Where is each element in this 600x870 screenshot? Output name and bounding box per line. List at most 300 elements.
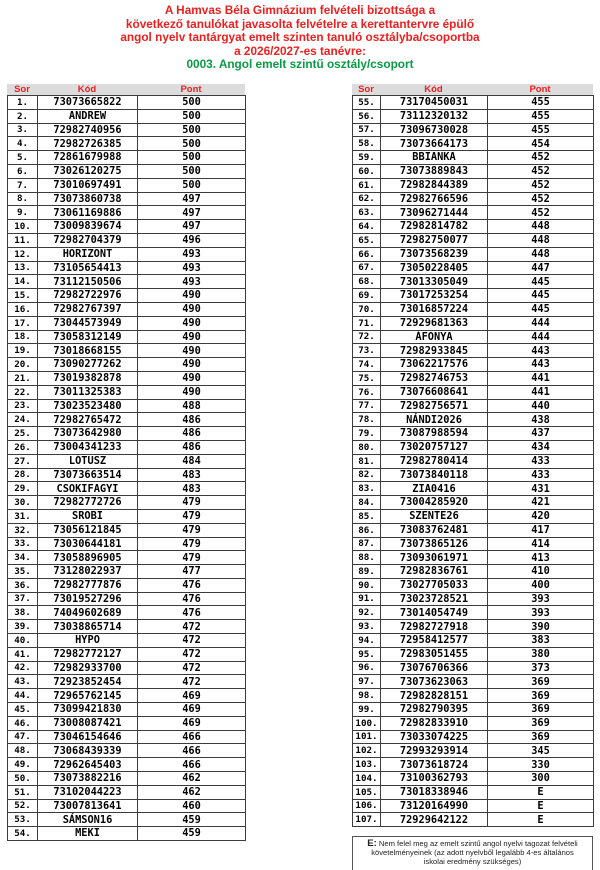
- sor-cell: 104.: [353, 772, 381, 786]
- sor-cell: 85.: [353, 509, 381, 523]
- table-row: [8, 330, 246, 344]
- kod-cell: 72983051455: [381, 647, 488, 661]
- pont-cell: 441: [488, 385, 594, 399]
- kod-cell: 73019527296: [38, 592, 138, 606]
- sor-cell: 26.: [8, 440, 38, 454]
- table-row: [8, 620, 246, 634]
- pont-cell: 493: [138, 247, 246, 261]
- table-row: [8, 606, 246, 620]
- table-row: [353, 233, 594, 247]
- sor-cell: 60.: [353, 164, 381, 178]
- kod-cell: 72982833910: [381, 716, 488, 730]
- sor-cell: 42.: [8, 661, 38, 675]
- title-line-4: a 2026/2027-es tanévre:: [234, 43, 366, 58]
- kod-cell: 73096271444: [381, 206, 488, 220]
- kod-cell: 72982726385: [38, 137, 138, 151]
- kod-cell: 73016857224: [381, 302, 488, 316]
- table-row: [8, 137, 246, 151]
- table-row: [353, 496, 594, 510]
- table-row: [8, 551, 246, 565]
- sor-cell: 71.: [353, 316, 381, 330]
- results-table-right: [352, 84, 593, 827]
- table-row: [8, 482, 246, 496]
- sor-cell: 87.: [353, 537, 381, 551]
- sor-cell: 46.: [8, 716, 38, 730]
- column-headers-right: [352, 84, 593, 95]
- kod-cell: 72982750077: [381, 233, 488, 247]
- table-row: [353, 440, 594, 454]
- table-row: [8, 716, 246, 730]
- table-row: [353, 316, 594, 330]
- sor-cell: 49.: [8, 758, 38, 772]
- sor-cell: 53.: [8, 813, 38, 827]
- pont-cell: 469: [138, 703, 246, 717]
- pont-cell: 369: [488, 675, 594, 689]
- sor-cell: 89.: [353, 565, 381, 579]
- pont-cell: 500: [138, 178, 246, 192]
- sor-cell: 66.: [353, 247, 381, 261]
- sor-cell: 74.: [353, 358, 381, 372]
- pont-cell: 414: [488, 537, 594, 551]
- pont-cell: 484: [138, 454, 246, 468]
- table-row: [353, 689, 594, 703]
- table-row: [353, 137, 594, 151]
- pont-cell: 441: [488, 371, 594, 385]
- kod-cell: MEKI: [38, 827, 138, 841]
- kod-cell: 72982727918: [381, 620, 488, 634]
- pont-cell: 459: [138, 827, 246, 841]
- kod-cell: 73128022937: [38, 565, 138, 579]
- sor-cell: 2.: [8, 109, 38, 123]
- pont-cell: 477: [138, 565, 246, 579]
- table-row: [8, 509, 246, 523]
- table-row: [8, 371, 246, 385]
- pont-cell: 472: [138, 647, 246, 661]
- pont-cell: 437: [488, 427, 594, 441]
- kod-cell: 73073860738: [38, 192, 138, 206]
- kod-cell: 73073665822: [38, 96, 138, 110]
- sor-cell: 29.: [8, 482, 38, 496]
- sor-cell: 64.: [353, 220, 381, 234]
- table-row: [8, 578, 246, 592]
- sor-cell: 11.: [8, 233, 38, 247]
- sor-cell: 14.: [8, 275, 38, 289]
- sor-cell: 61.: [353, 178, 381, 192]
- kod-cell: ÁFONYA: [381, 330, 488, 344]
- kod-cell: 72982756571: [381, 399, 488, 413]
- pont-cell: 500: [138, 151, 246, 165]
- sor-cell: 94.: [353, 634, 381, 648]
- kod-cell: 72982790395: [381, 703, 488, 717]
- sor-cell: 12.: [8, 247, 38, 261]
- pont-cell: 500: [138, 109, 246, 123]
- kod-cell: SZENTE26: [381, 509, 488, 523]
- kod-cell: 73076706366: [381, 661, 488, 675]
- kod-cell: 73058312149: [38, 330, 138, 344]
- table-row: [353, 164, 594, 178]
- table-row: [353, 399, 594, 413]
- table-row: [353, 289, 594, 303]
- pont-cell: 373: [488, 661, 594, 675]
- pont-cell: 466: [138, 744, 246, 758]
- table-row: [353, 247, 594, 261]
- sor-cell: 55.: [353, 96, 381, 110]
- kod-cell: 73061169886: [38, 206, 138, 220]
- pont-cell: 500: [138, 96, 246, 110]
- sor-cell: 91.: [353, 592, 381, 606]
- sor-cell: 97.: [353, 675, 381, 689]
- sor-cell: 33.: [8, 537, 38, 551]
- pont-cell: 488: [138, 399, 246, 413]
- kod-cell: ZIA0416: [381, 482, 488, 496]
- pont-cell: 479: [138, 551, 246, 565]
- kod-cell: 73023728521: [381, 592, 488, 606]
- table-row: [8, 206, 246, 220]
- kod-cell: 73090277262: [38, 358, 138, 372]
- table-row: [8, 151, 246, 165]
- pont-cell: 433: [488, 454, 594, 468]
- pont-cell: 479: [138, 523, 246, 537]
- sor-cell: 18.: [8, 330, 38, 344]
- table-row: [8, 744, 246, 758]
- table-row: [8, 675, 246, 689]
- pont-cell: 421: [488, 496, 594, 510]
- table-row: [8, 440, 246, 454]
- sor-cell: 22.: [8, 385, 38, 399]
- kod-cell: 73073663514: [38, 468, 138, 482]
- pont-cell: 383: [488, 634, 594, 648]
- kod-cell: 73112320132: [381, 109, 488, 123]
- pont-cell: 490: [138, 330, 246, 344]
- pont-cell: 490: [138, 316, 246, 330]
- legend-box: [352, 836, 593, 870]
- sor-cell: 82.: [353, 468, 381, 482]
- table-row: [353, 606, 594, 620]
- table-row: [353, 730, 594, 744]
- sor-cell: 43.: [8, 675, 38, 689]
- document-title: [0, 4, 600, 72]
- pont-cell: 472: [138, 634, 246, 648]
- sor-cell: 105.: [353, 785, 381, 799]
- pont-cell: 462: [138, 785, 246, 799]
- pont-cell: 483: [138, 468, 246, 482]
- kod-cell: 73027705033: [381, 578, 488, 592]
- kod-cell: 73050228405: [381, 261, 488, 275]
- table-row: [8, 468, 246, 482]
- pont-cell: 445: [488, 289, 594, 303]
- sor-cell: 65.: [353, 233, 381, 247]
- table-row: [353, 275, 594, 289]
- pont-cell: 455: [488, 109, 594, 123]
- sor-cell: 72.: [353, 330, 381, 344]
- sor-cell: 47.: [8, 730, 38, 744]
- pont-cell: 469: [138, 716, 246, 730]
- sor-cell: 73.: [353, 344, 381, 358]
- pont-cell: 486: [138, 440, 246, 454]
- table-row: [353, 523, 594, 537]
- table-row: [8, 592, 246, 606]
- kod-cell: 73017253254: [381, 289, 488, 303]
- kod-cell: 73100362793: [381, 772, 488, 786]
- sor-cell: 70.: [353, 302, 381, 316]
- sor-cell: 20.: [8, 358, 38, 372]
- pont-cell: 490: [138, 344, 246, 358]
- sor-cell: 79.: [353, 427, 381, 441]
- kod-cell: SÁMSON16: [38, 813, 138, 827]
- kod-cell: 73102044223: [38, 785, 138, 799]
- pont-cell: 300: [488, 772, 594, 786]
- sor-cell: 40.: [8, 634, 38, 648]
- table-row: [8, 344, 246, 358]
- table-row: [353, 592, 594, 606]
- table-row: [8, 661, 246, 675]
- kod-cell: 73033074225: [381, 730, 488, 744]
- kod-cell: ANDREW: [38, 109, 138, 123]
- sor-cell: 92.: [353, 606, 381, 620]
- kod-cell: 73010697491: [38, 178, 138, 192]
- kod-cell: 73120164990: [381, 799, 488, 813]
- table-row: [353, 716, 594, 730]
- sor-cell: 76.: [353, 385, 381, 399]
- pont-cell: 466: [138, 730, 246, 744]
- sor-cell: 59.: [353, 151, 381, 165]
- pont-cell: 400: [488, 578, 594, 592]
- kod-cell: 72982740956: [38, 123, 138, 137]
- pont-cell: 500: [138, 137, 246, 151]
- table-row: [353, 220, 594, 234]
- table-row: [353, 385, 594, 399]
- sor-cell: 84.: [353, 496, 381, 510]
- kod-cell: 73112150506: [38, 275, 138, 289]
- table-row: [8, 192, 246, 206]
- table-row: [353, 565, 594, 579]
- pont-cell: 434: [488, 440, 594, 454]
- pont-cell: 452: [488, 151, 594, 165]
- table-row: [353, 371, 594, 385]
- pont-cell: 500: [138, 123, 246, 137]
- sor-cell: 10.: [8, 220, 38, 234]
- legend-text: Nem felel meg az emelt szintű angol nyelvi tagozat felvételi követelményeinek (az adott nyelvből legalább 4-es általános iskolai eredmény szükséges): [371, 839, 578, 867]
- kod-cell: 72982772127: [38, 647, 138, 661]
- kod-cell: 72965762145: [38, 689, 138, 703]
- kod-cell: 73013305049: [381, 275, 488, 289]
- sor-cell: 100.: [353, 716, 381, 730]
- sor-cell: 52.: [8, 799, 38, 813]
- sor-cell: 81.: [353, 454, 381, 468]
- pont-cell: 444: [488, 330, 594, 344]
- pont-cell: 466: [138, 758, 246, 772]
- table-row: [353, 772, 594, 786]
- pont-cell: 410: [488, 565, 594, 579]
- table-row: [8, 275, 246, 289]
- title-line-2: következő tanulókat javasolta felvételre a kerettantervre épülő: [125, 16, 475, 31]
- sor-cell: 9.: [8, 206, 38, 220]
- pont-cell: 483: [138, 482, 246, 496]
- kod-cell: 72861679988: [38, 151, 138, 165]
- pont-cell: 345: [488, 744, 594, 758]
- kod-cell: 73073865126: [381, 537, 488, 551]
- table-row: [8, 634, 246, 648]
- sor-cell: 107.: [353, 813, 381, 827]
- column-header-sor: Sor: [14, 84, 30, 95]
- kod-cell: 73007813641: [38, 799, 138, 813]
- table-row: [8, 289, 246, 303]
- pont-cell: 447: [488, 261, 594, 275]
- table-row: [8, 247, 246, 261]
- table-row: [8, 689, 246, 703]
- kod-cell: 73073664173: [381, 137, 488, 151]
- kod-cell: NÁNDI2026: [381, 413, 488, 427]
- pont-cell: 472: [138, 620, 246, 634]
- pont-cell: 452: [488, 206, 594, 220]
- sor-cell: 67.: [353, 261, 381, 275]
- pont-cell: 393: [488, 606, 594, 620]
- table-row: [353, 96, 594, 110]
- table-row: [8, 758, 246, 772]
- kod-cell: 73096730028: [381, 123, 488, 137]
- table-row: [353, 813, 594, 827]
- pont-cell: E: [488, 785, 594, 799]
- table-row: [8, 261, 246, 275]
- sor-cell: 1.: [8, 96, 38, 110]
- kod-cell: 73009839674: [38, 220, 138, 234]
- kod-cell: 72982704379: [38, 233, 138, 247]
- kod-cell: 73068439339: [38, 744, 138, 758]
- sor-cell: 17.: [8, 316, 38, 330]
- table-row: [8, 730, 246, 744]
- table-row: [8, 233, 246, 247]
- table-row: [8, 785, 246, 799]
- table-row: [353, 192, 594, 206]
- kod-cell: 72962645403: [38, 758, 138, 772]
- table-row: [8, 413, 246, 427]
- kod-cell: 73046154646: [38, 730, 138, 744]
- sor-cell: 83.: [353, 482, 381, 496]
- sor-cell: 51.: [8, 785, 38, 799]
- kod-cell: 73073568239: [381, 247, 488, 261]
- pont-cell: 454: [488, 137, 594, 151]
- kod-cell: 72982933700: [38, 661, 138, 675]
- sor-cell: 32.: [8, 523, 38, 537]
- sor-cell: 15.: [8, 289, 38, 303]
- table-row: [8, 496, 246, 510]
- pont-cell: 500: [138, 164, 246, 178]
- pont-cell: 393: [488, 592, 594, 606]
- kod-cell: 73087988594: [381, 427, 488, 441]
- kod-cell: 73073889843: [381, 164, 488, 178]
- pont-cell: 452: [488, 192, 594, 206]
- kod-cell: 73056121845: [38, 523, 138, 537]
- sor-cell: 101.: [353, 730, 381, 744]
- sor-cell: 68.: [353, 275, 381, 289]
- table-row: [8, 427, 246, 441]
- pont-cell: 462: [138, 772, 246, 786]
- table-row: [353, 578, 594, 592]
- table-row: [353, 427, 594, 441]
- kod-cell: 73073882216: [38, 772, 138, 786]
- kod-cell: 73011325383: [38, 385, 138, 399]
- sor-cell: 28.: [8, 468, 38, 482]
- pont-cell: 497: [138, 192, 246, 206]
- sor-cell: 19.: [8, 344, 38, 358]
- kod-cell: 72982828151: [381, 689, 488, 703]
- sor-cell: 102.: [353, 744, 381, 758]
- table-row: [353, 758, 594, 772]
- kod-cell: LÓTUSZ: [38, 454, 138, 468]
- results-grid-left: [7, 95, 246, 841]
- column-header-sor: Sor: [358, 84, 374, 95]
- pont-cell: 493: [138, 261, 246, 275]
- table-row: [8, 813, 246, 827]
- pont-cell: 476: [138, 578, 246, 592]
- kod-cell: 73026120275: [38, 164, 138, 178]
- kod-cell: 73058896905: [38, 551, 138, 565]
- table-row: [353, 151, 594, 165]
- sor-cell: 103.: [353, 758, 381, 772]
- pont-cell: 443: [488, 358, 594, 372]
- pont-cell: 444: [488, 316, 594, 330]
- sor-cell: 56.: [353, 109, 381, 123]
- table-row: [353, 785, 594, 799]
- sor-cell: 88.: [353, 551, 381, 565]
- pont-cell: 472: [138, 661, 246, 675]
- pont-cell: 452: [488, 164, 594, 178]
- column-header-kod: Kód: [77, 84, 97, 95]
- table-row: [353, 302, 594, 316]
- sor-cell: 48.: [8, 744, 38, 758]
- table-row: [8, 302, 246, 316]
- results-table-left: [7, 84, 245, 841]
- pont-cell: 448: [488, 247, 594, 261]
- pont-cell: 490: [138, 358, 246, 372]
- table-row: [8, 399, 246, 413]
- kod-cell: 73023523480: [38, 399, 138, 413]
- pont-cell: 420: [488, 509, 594, 523]
- sor-cell: 75.: [353, 371, 381, 385]
- sor-cell: 44.: [8, 689, 38, 703]
- sor-cell: 99.: [353, 703, 381, 717]
- kod-cell: HORIZONT: [38, 247, 138, 261]
- kod-cell: 72982772726: [38, 496, 138, 510]
- kod-cell: 72929681363: [381, 316, 488, 330]
- table-row: [353, 482, 594, 496]
- pont-cell: 490: [138, 371, 246, 385]
- sor-cell: 63.: [353, 206, 381, 220]
- kod-cell: 72958412577: [381, 634, 488, 648]
- table-row: [353, 551, 594, 565]
- pont-cell: 486: [138, 413, 246, 427]
- pont-cell: 476: [138, 592, 246, 606]
- pont-cell: 496: [138, 233, 246, 247]
- table-row: [353, 661, 594, 675]
- pont-cell: 448: [488, 233, 594, 247]
- kod-cell: 72982767397: [38, 302, 138, 316]
- table-row: [353, 178, 594, 192]
- pont-cell: 455: [488, 123, 594, 137]
- table-row: [353, 413, 594, 427]
- pont-cell: E: [488, 813, 594, 827]
- table-row: [8, 703, 246, 717]
- sor-cell: 57.: [353, 123, 381, 137]
- sor-cell: 45.: [8, 703, 38, 717]
- pont-cell: 443: [488, 344, 594, 358]
- pont-cell: E: [488, 799, 594, 813]
- sor-cell: 86.: [353, 523, 381, 537]
- kod-cell: 72982777876: [38, 578, 138, 592]
- kod-cell: BBIANKA: [381, 151, 488, 165]
- sor-cell: 62.: [353, 192, 381, 206]
- pont-cell: 369: [488, 703, 594, 717]
